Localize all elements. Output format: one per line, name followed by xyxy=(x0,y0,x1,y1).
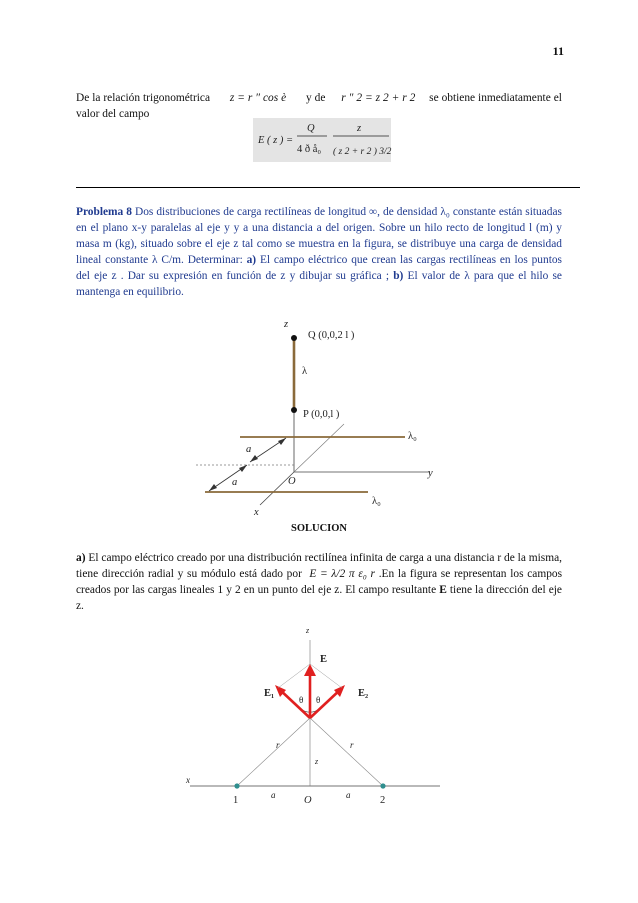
fig2-r-right-label: r xyxy=(350,740,354,750)
intro-and: y de xyxy=(306,92,326,104)
field-formula xyxy=(257,123,392,157)
fig2-charge2-label: 2 xyxy=(380,795,386,806)
solution-title: SOLUCION xyxy=(290,523,347,534)
fig1-a-bottom-label: a xyxy=(232,477,238,488)
solution-a-text3: tiene la dirección del eje z. xyxy=(76,584,562,612)
fig1-dim-a-bottom-head1 xyxy=(209,484,217,491)
fig2-e1-label: E₁ xyxy=(264,688,275,699)
problem-part-b-label: b) xyxy=(393,270,404,282)
fig2-e2-label: E₂ xyxy=(358,688,369,699)
problem-part-a-label: a) xyxy=(246,254,257,266)
fig2-r-line-right xyxy=(310,718,383,786)
figure-1 xyxy=(196,319,433,518)
fig1-dim-a-top-head2 xyxy=(250,455,258,462)
fig1-origin-label: O xyxy=(288,476,296,487)
problem-part-b: El valor de λ para que el hilo se mantenga en equilibrio. xyxy=(76,270,562,298)
formula-den2: ( z 2 + r 2 ) 3/2 xyxy=(333,147,392,157)
fig2-x-label: x xyxy=(186,775,190,785)
fig2-a-right-label: a xyxy=(346,790,351,800)
fig2-charge2-dot xyxy=(380,783,385,788)
fig1-point-q-label: Q (0,0,2 l ) xyxy=(308,330,355,341)
fig2-r-left-label: r xyxy=(276,740,280,750)
fig1-point-q-dot xyxy=(291,335,297,341)
solution-a-formula: E = λ/2 π ε₀ r xyxy=(309,568,375,580)
formula-lhs: E ( z ) = xyxy=(258,135,294,146)
problem-8-statement xyxy=(76,204,562,300)
solution-a-text1: El campo eléctrico creado por una distribución rectilínea infinita de carga a una distancia r de la misma, tiene dirección radial y su módulo está dado por xyxy=(76,552,562,580)
fig2-z-top-label: z xyxy=(306,626,310,635)
fig1-point-p-dot xyxy=(291,407,297,413)
fig2-theta-left: θ xyxy=(299,695,304,705)
fig2-z-mid-label: z xyxy=(315,757,319,766)
fig2-charge1-dot xyxy=(234,783,239,788)
fig1-dim-a-bottom-head2 xyxy=(239,465,247,472)
intro-eq1: z = r ″ cos è xyxy=(229,92,287,104)
fig1-a-top-label: a xyxy=(246,444,252,455)
solution-a-text2: .En la figura se representan los campos creados por las cargas lineales 1 y 2 en un punto del eje z. El campo resultante xyxy=(76,568,563,596)
problem-label: Problema 8 xyxy=(76,206,132,218)
fig1-perspective-line xyxy=(294,424,344,472)
intro-tail: se obtiene inmediatamente el valor del campo xyxy=(76,92,562,120)
fig1-x-label: x xyxy=(254,507,259,518)
formula-den1: 4 ð å₀ xyxy=(297,144,322,155)
problem-part-a: El campo eléctrico que crean las cargas rectilíneas en los puntos del eje z . Dar su expresión en función de z y dibujar su gráfica ; xyxy=(76,254,562,282)
page-number: 11 xyxy=(552,44,564,58)
formula-num2: z xyxy=(357,123,362,134)
intro-lead: De la relación trigonométrica xyxy=(76,92,211,104)
intro-eq2: r ″ 2 = z 2 + r 2 xyxy=(341,92,416,104)
fig1-y-label: y xyxy=(428,468,433,479)
fig2-theta-right: θ xyxy=(316,695,321,705)
fig1-point-p-label: P (0,0,l ) xyxy=(303,409,340,420)
fig2-e-label: E xyxy=(320,654,328,665)
problem-text: Dos distribuciones de carga rectilíneas de longitud ∞, de densidad λ₀ constante están situadas en el plano x-y paralelas al eje y y a una distancia a del origen. Sobre un hilo recto de longitud l (m) y masa m (kg), situado sobre el eje z tal como se muestra en la figura, se distribuye una carga de densidad lineal constante λ C/m. Determinar: xyxy=(76,206,562,266)
fig2-charge1-label: 1 xyxy=(233,795,239,806)
fig1-z-label: z xyxy=(284,319,289,330)
fig1-lambda0-top: λ₀ xyxy=(408,431,417,442)
fig2-arrow-e-head xyxy=(304,664,316,676)
fig1-lambda-label: λ xyxy=(302,366,308,377)
fig2-r-line-left xyxy=(237,718,310,786)
fig2-origin-label: O xyxy=(304,795,312,806)
fig1-lambda0-bottom: λ₀ xyxy=(372,496,381,507)
formula-num1: Q xyxy=(307,123,315,134)
solution-part-a xyxy=(76,550,562,614)
fig1-dim-a-top-head1 xyxy=(278,438,286,445)
figure-2 xyxy=(185,626,440,806)
fig2-a-left-label: a xyxy=(271,790,276,800)
section-divider xyxy=(76,187,580,188)
solution-a-label: a) xyxy=(76,552,86,564)
solution-a-bold-e: E xyxy=(439,584,447,596)
